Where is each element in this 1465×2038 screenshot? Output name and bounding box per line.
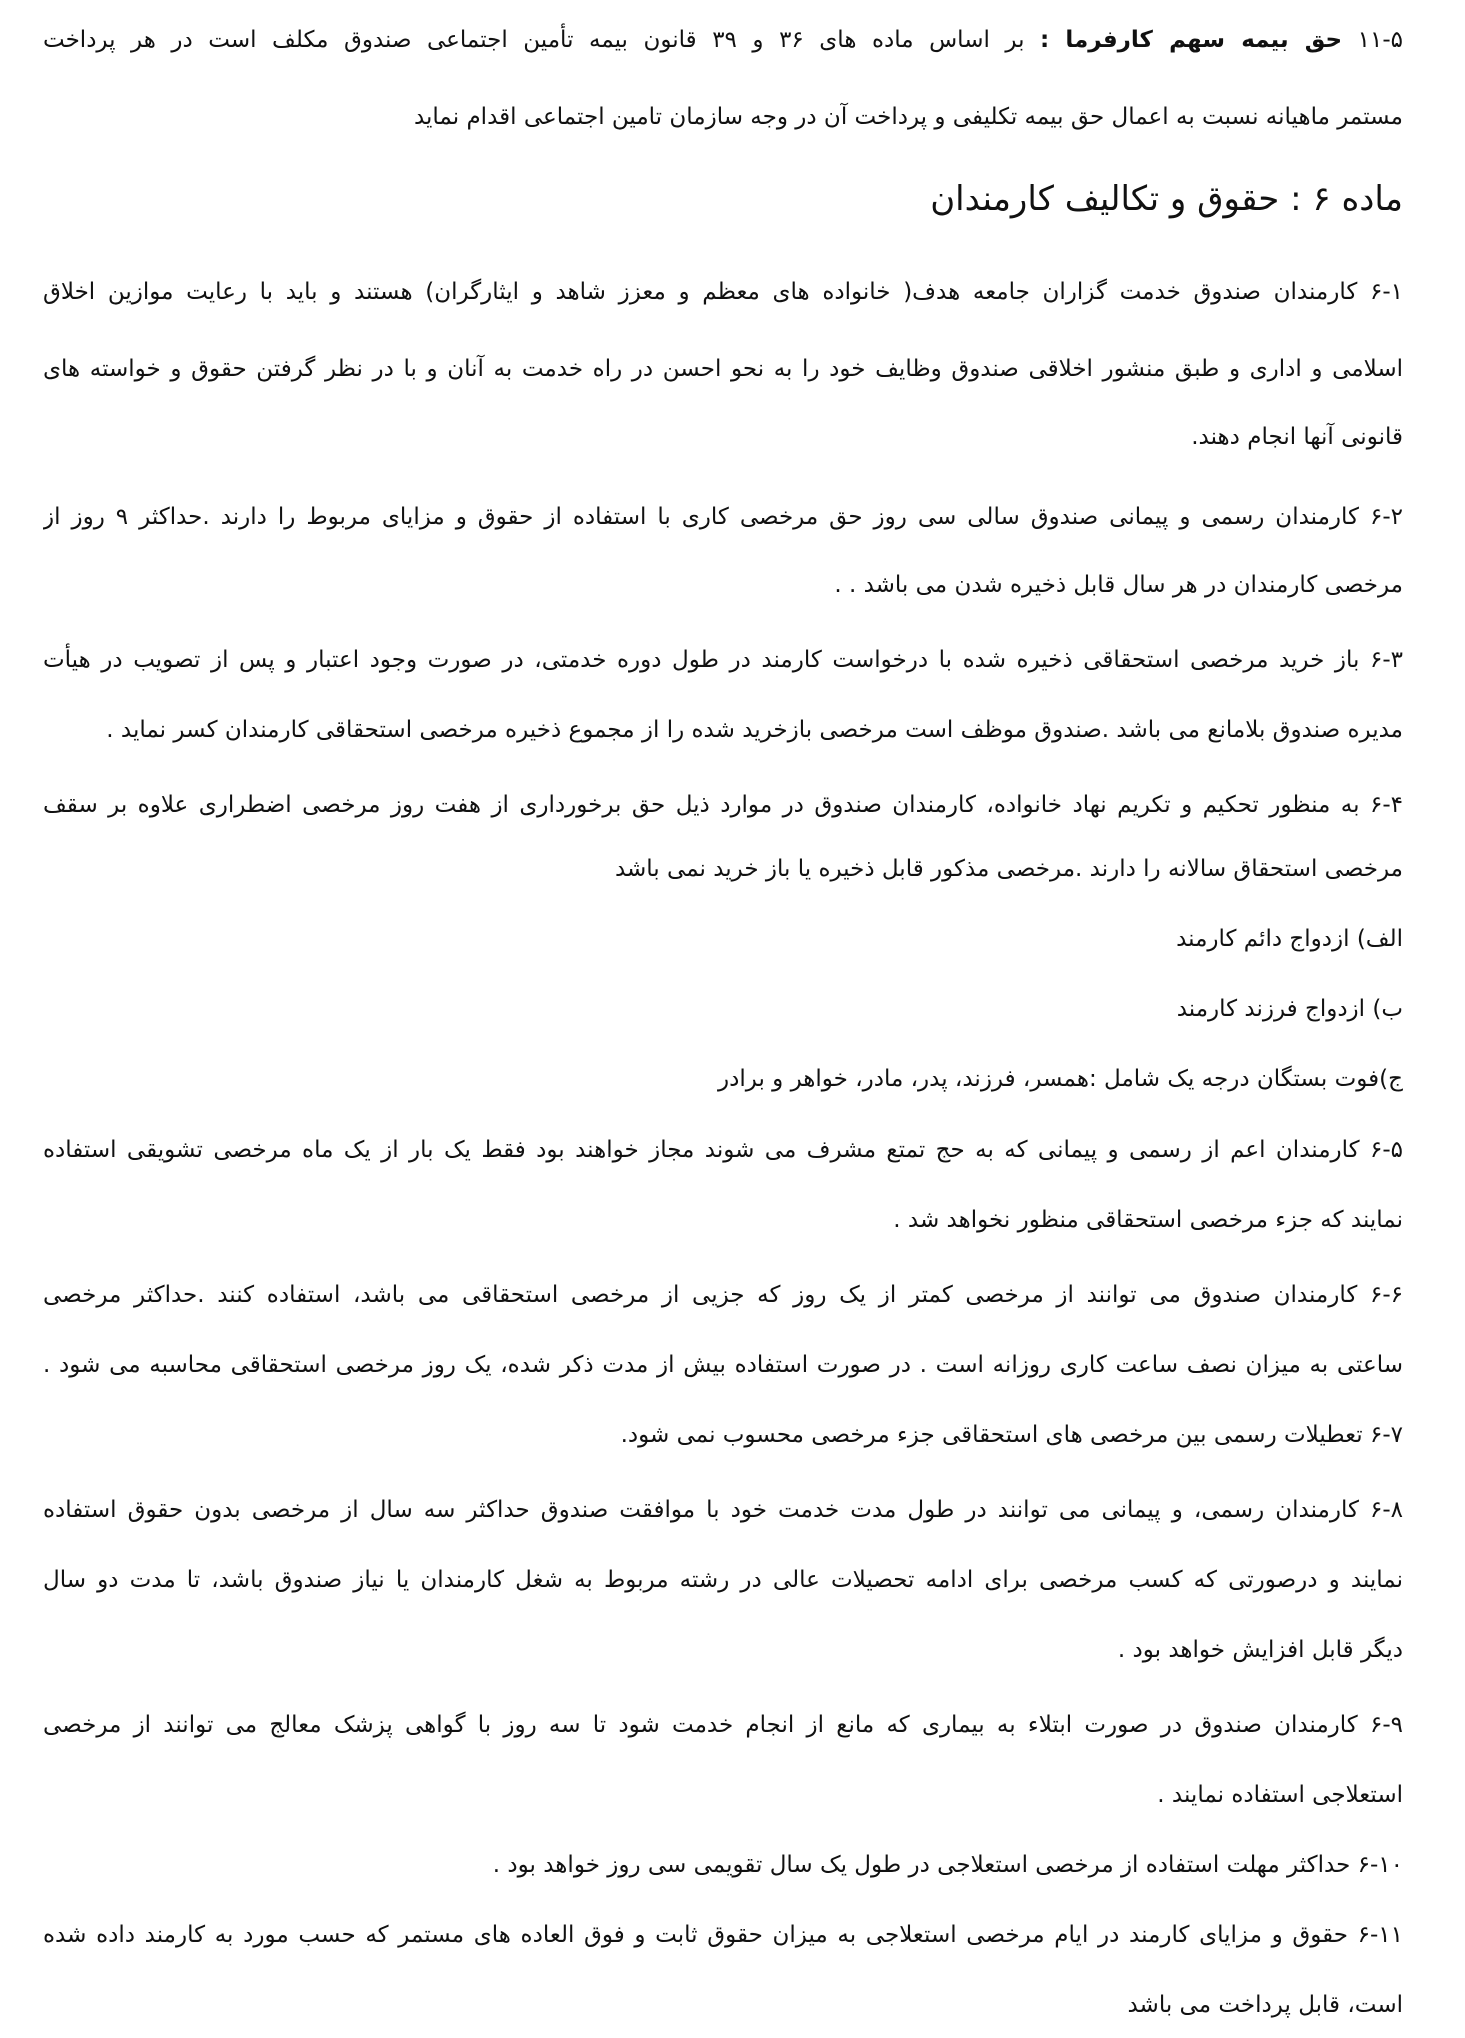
clause-number: ۶-۵ <box>1369 1137 1403 1163</box>
clause-6-4-item-jim: ج)فوت بستگان درجه یک شامل :همسر، فرزند، پدر، مادر، خواهر و برادر <box>718 1066 1403 1092</box>
clause-text: حداکثر مهلت استفاده از مرخصی استعلاجی در طول یک سال تقویمی سی روز خواهد بود . <box>492 1852 1351 1878</box>
article-heading: ماده ۶ : حقوق و تکالیف کارمندان <box>930 179 1403 219</box>
clause-number: ۶-۱۱ <box>1357 1922 1403 1948</box>
clause-6-7-line-1 <box>43 1418 1403 1452</box>
clause-6-6-line-2: ساعتی به میزان نصف ساعت کاری روزانه است . در صورت استفاده بیش از مدت ذکر شده، یک روز مرخصی استحقاقی محاسبه می شود . <box>43 1352 1403 1378</box>
clause-number: ۶-۳ <box>1369 647 1403 673</box>
clause-5-11-line-1 <box>43 23 1403 57</box>
clause-6-2-line-1 <box>43 500 1403 534</box>
clause-number: ۶-۹ <box>1369 1712 1403 1738</box>
clause-6-8-line-2: نمایند و درصورتی که کسب مرخصی برای ادامه تحصیلات عالی در رشته مربوط به شغل کارمندان یا نیاز صندوق باشد، تا مدت دو سال <box>43 1567 1403 1593</box>
clause-number: ۶-۷ <box>1369 1422 1403 1448</box>
clause-6-11-line-1 <box>43 1918 1403 1952</box>
clause-number: ۶-۱ <box>1369 279 1403 305</box>
clause-number: ۱۱-۵ <box>1357 27 1403 53</box>
clause-number: ۶-۶ <box>1369 1282 1403 1308</box>
clause-6-5-line-2: نمایند که جزء مرخصی استحقاقی منظور نخواهد شد . <box>893 1207 1403 1233</box>
clause-6-3-line-1 <box>43 643 1403 677</box>
clause-6-1-line-3: قانونی آنها انجام دهند. <box>1191 424 1403 450</box>
clause-number: ۶-۴ <box>1369 792 1403 818</box>
clause-text: به منظور تحکیم و تکریم نهاد خانواده، کارمندان صندوق در موارد ذیل حق برخورداری از هفت روز مرخصی اضطراری علاوه بر سقف <box>43 792 1360 818</box>
clause-6-9-line-1 <box>43 1708 1403 1742</box>
clause-6-3-line-2: مدیره صندوق بلامانع می باشد .صندوق موظف است مرخصی بازخرید شده را از مجموع ذخیره مرخصی استحقاقی کارمندان کسر نماید . <box>106 717 1403 743</box>
clause-6-4-item-alef: الف) ازدواج دائم کارمند <box>1176 926 1403 952</box>
clause-6-6-line-1 <box>43 1278 1403 1312</box>
clause-text: کارمندان صندوق در صورت ابتلاء به بیماری که مانع از انجام خدمت شود تا سه روز با گواهی پزشک معالج می توانند از مرخصی <box>43 1712 1358 1738</box>
clause-6-4-item-be: ب) ازدواج فرزند کارمند <box>1176 996 1403 1022</box>
clause-text: تعطیلات رسمی بین مرخصی های استحقاقی جزء مرخصی محسوب نمی شود. <box>620 1422 1363 1448</box>
clause-text: کارمندان رسمی و پیمانی صندوق سالی سی روز حق مرخصی کاری با استفاده از حقوق و مزایای مربوط را دارند .حداکثر ۹ روز از <box>43 504 1359 530</box>
clause-number: ۶-۲ <box>1369 504 1403 530</box>
clause-text: کارمندان اعم از رسمی و پیمانی که به حج تمتع مشرف می شوند مجاز خواهند بود فقط یک بار از یک ماه مرخصی تشویقی استفاده <box>43 1137 1360 1163</box>
clause-number: ۶-۸ <box>1369 1497 1403 1523</box>
clause-6-8-line-3: دیگر قابل افزایش خواهد بود . <box>1117 1637 1403 1663</box>
clause-title: حق بیمه سهم کارفرما : <box>1040 27 1343 53</box>
clause-6-4-line-1 <box>43 788 1403 822</box>
clause-6-1-line-2: اسلامی و اداری و طبق منشور اخلاقی صندوق وظایف خود را به نحو احسن در راه خدمت به آنان و با در نظر گرفتن حقوق و خواسته های <box>43 356 1403 382</box>
clause-text: کارمندان رسمی، و پیمانی می توانند در طول مدت خدمت خود با موافقت صندوق حداکثر سه سال از مرخصی بدون حقوق استفاده <box>43 1497 1359 1523</box>
clause-6-9-line-2: استعلاجی استفاده نمایند . <box>1157 1782 1403 1808</box>
clause-text: حقوق و مزایای کارمند در ایام مرخصی استعلاجی به میزان حقوق ثابت و فوق العاده های مستمر که حسب مورد به کارمند داده شده <box>43 1922 1348 1948</box>
clause-number: ۶-۱۰ <box>1357 1852 1403 1878</box>
clause-text: کارمندان صندوق می توانند از مرخصی کمتر از یک روز که جزیی از مرخصی استحقاقی می باشد، استفاده کنند .حداکثر مرخصی <box>43 1282 1358 1308</box>
clause-text: باز خرید مرخصی استحقاقی ذخیره شده با درخواست کارمند در طول دوره خدمتی، در صورت وجود اعتبار و پس از تصویب در هیأت <box>43 647 1360 673</box>
clause-6-1-line-1 <box>43 275 1403 309</box>
clause-6-11-line-2: است، قابل پرداخت می باشد <box>1127 1992 1403 2018</box>
clause-text: بر اساس ماده های ۳۶ و ۳۹ قانون بیمه تأمین اجتماعی صندوق مکلف است در هر پرداخت <box>43 27 1025 53</box>
clause-6-4-line-2: مرخصی استحقاق سالانه را دارند .مرخصی مذکور قابل ذخیره یا باز خرید نمی باشد <box>614 856 1403 882</box>
clause-6-8-line-1 <box>43 1493 1403 1527</box>
clause-text: کارمندان صندوق خدمت گزاران جامعه هدف( خانواده های معظم و معزز شاهد و ایثارگران) هستند و باید با رعایت موازین اخلاق <box>43 279 1358 305</box>
clause-6-2-line-2: مرخصی کارمندان در هر سال قابل ذخیره شدن می باشد . . <box>834 572 1403 598</box>
clause-5-11-line-2: مستمر ماهیانه نسبت به اعمال حق بیمه تکلیفی و پرداخت آن در وجه سازمان تامین اجتماعی اقدام نماید <box>413 104 1403 130</box>
clause-6-5-line-1 <box>43 1133 1403 1167</box>
clause-6-10-line-1 <box>43 1848 1403 1882</box>
